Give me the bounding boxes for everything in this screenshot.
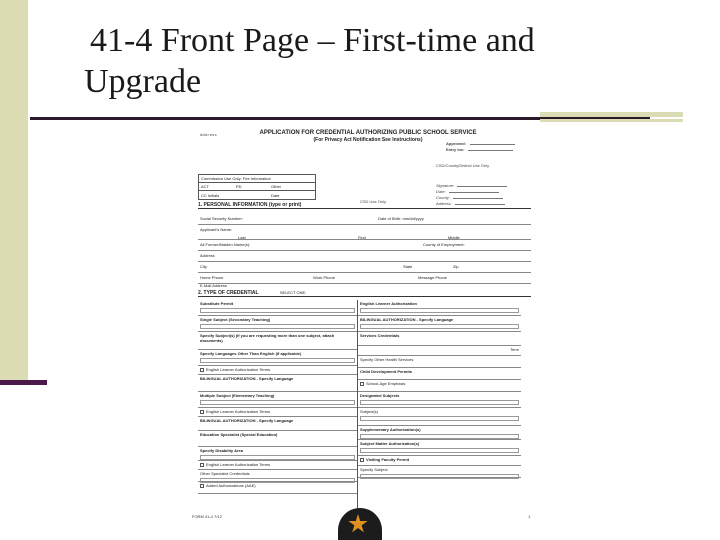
- left-item: [198, 300, 357, 316]
- right-item-label: School-Age Emphasis: [366, 381, 406, 386]
- ssn-label: Social Security Number:: [200, 216, 243, 221]
- form-mail-address: Address: [200, 134, 217, 138]
- name-row: [198, 226, 531, 240]
- state-label: State: [403, 264, 413, 269]
- right-item: [358, 332, 521, 346]
- section2-title: 2. TYPE OF CREDENTIAL: [198, 290, 259, 296]
- entry-label: Entry Inc:: [446, 147, 465, 152]
- left-item-field: [200, 324, 355, 329]
- left-item: [198, 332, 357, 350]
- left-accent-rule: [0, 380, 47, 385]
- credential-right-column: [358, 300, 521, 522]
- commission-use-box: [198, 174, 316, 200]
- credential-left-column: [198, 300, 358, 522]
- right-item: [358, 380, 521, 392]
- left-item-field: [200, 455, 355, 460]
- form-footer: FORM 41-4 7/12: [192, 514, 222, 519]
- left-accent-gap: [28, 0, 44, 385]
- left-item-label: English Learner Authorization Terms: [206, 367, 271, 372]
- fee-row: [199, 183, 315, 191]
- right-item-field: [360, 448, 519, 453]
- right-item: [358, 392, 521, 408]
- left-item-label: Added Authorizations (AAE): [206, 483, 256, 488]
- left-item: [198, 392, 357, 408]
- home-phone-label: Home Phone: [200, 275, 224, 280]
- right-item-label: English Learner Authorization: [360, 301, 417, 306]
- left-accent-bar: [0, 0, 28, 385]
- name-col-middle: Middle: [448, 235, 460, 240]
- right-item: [358, 368, 521, 380]
- right-item: [358, 300, 521, 316]
- former-names-row: [198, 241, 531, 251]
- left-item-label: Specify Subject(s) (If you are requesting more than one subject, attach documents): [200, 333, 335, 343]
- section-personal-information: 1. PERSONAL INFORMATION (type or print): [198, 202, 531, 209]
- county-field-address: Address:: [436, 201, 452, 206]
- section-type-of-credential: [198, 290, 531, 297]
- left-item-label: Multiple Subject (Elementary Teaching): [200, 393, 275, 398]
- right-item-field: [360, 400, 519, 405]
- right-item-field: [360, 434, 519, 439]
- right-item: [358, 456, 521, 466]
- right-item-field: [360, 324, 519, 329]
- right-item-label: Visiting Faculty Permit: [366, 457, 410, 462]
- fee-other: Other: [271, 184, 282, 189]
- right-item-field: [360, 416, 519, 421]
- title-accent-rule-bottom: [540, 119, 683, 122]
- left-item-label: Education Specialist (Special Education): [200, 432, 278, 437]
- section2-note: SELECT ONE:: [279, 290, 307, 295]
- county-field-date: Date:: [436, 189, 446, 194]
- left-item-label: English Learner Authorization Terms: [206, 409, 271, 414]
- slide-title-line1: 41-4 Front Page – First-time and: [90, 22, 535, 59]
- dob-label: Date of Birth: mm/dd/yyyy: [378, 216, 424, 221]
- address-label: Address: [200, 253, 215, 258]
- left-item-label: Specify Disability Area: [200, 448, 243, 453]
- left-item-label: Specify Languages Other Than English (If applicable): [200, 351, 302, 356]
- county-employment-label: County of Employment:: [423, 242, 465, 247]
- star-icon: [348, 514, 368, 534]
- left-item: [198, 482, 357, 494]
- left-item: [198, 408, 357, 417]
- right-item-label: BILINGUAL AUTHORIZATION - Specify Language: [360, 317, 454, 322]
- left-item-field: [200, 400, 355, 405]
- left-item-label: BILINGUAL AUTHORIZATION - Specify Language: [200, 418, 294, 423]
- checkbox: [360, 382, 364, 386]
- zip-label: Zip: [453, 264, 459, 269]
- left-item: [198, 447, 357, 461]
- checkbox: [200, 484, 204, 488]
- form-page-marker: 1: [528, 514, 531, 519]
- fee-pd: PD: [236, 184, 242, 189]
- left-item-label: English Learner Authorization Terms: [206, 462, 271, 467]
- commission-use-title: Commission Use Only: Fee Information: [199, 175, 315, 183]
- credential-form-image: [188, 128, 533, 524]
- left-item: [198, 350, 357, 366]
- approved-label: Approved:: [446, 141, 466, 146]
- message-phone-label: Message Phone: [418, 275, 447, 280]
- right-item-label: Designated Subjects: [360, 393, 400, 398]
- county-field-county: County:: [436, 195, 450, 200]
- left-item-label: Single Subject (Secondary Teaching): [200, 317, 271, 322]
- email-label: E-Mail Address: [200, 283, 227, 288]
- right-item-label: Specify Other Health Services: [360, 357, 414, 362]
- form-heading-text: APPLICATION FOR CREDENTIAL AUTHORIZING PUBLIC SCHOOL SERVICE: [259, 130, 477, 136]
- right-item-label: Specify Subject: [360, 467, 388, 472]
- title-accent-rule-top: [540, 112, 683, 117]
- right-item-label: Child Development Permits: [360, 369, 413, 374]
- former-names-label: All Former/Maiden Name(s):: [200, 242, 251, 247]
- work-phone-label: Work Phone: [313, 275, 335, 280]
- cc-initials: CC Initials: [201, 192, 220, 198]
- city-label: City: [200, 264, 207, 269]
- left-item-label: BILINGUAL AUTHORIZATION - Specify Language: [200, 376, 294, 381]
- right-item: [358, 466, 521, 478]
- right-item: [358, 440, 521, 456]
- slide-title-line2: Upgrade: [84, 63, 202, 100]
- checkbox: [200, 463, 204, 467]
- left-item: [198, 461, 357, 470]
- fee-act: ACT: [201, 184, 209, 189]
- right-item-label: Supplementary Authorization(s): [360, 427, 421, 432]
- csd-use-label: CSD Use Only: [360, 199, 387, 204]
- left-item-field: [200, 308, 355, 313]
- right-item-field: [360, 474, 519, 479]
- cc-date: Date: [271, 192, 280, 198]
- left-item: [198, 375, 357, 392]
- initials-row: [199, 191, 315, 199]
- left-item: [198, 470, 357, 482]
- name-col-first: First: [358, 235, 366, 240]
- checkbox: [200, 368, 204, 372]
- right-item: [358, 356, 521, 368]
- ssn-row: [198, 215, 531, 225]
- right-item-label: Services Credentials: [360, 333, 400, 338]
- left-item: [198, 316, 357, 332]
- checkbox: [360, 458, 364, 462]
- right-item: [358, 426, 521, 440]
- right-item-field: [360, 308, 519, 313]
- left-item: [198, 431, 357, 447]
- approval-fields: [446, 141, 515, 153]
- address-row: [198, 252, 531, 262]
- right-item: [358, 408, 521, 426]
- checkbox: [200, 410, 204, 414]
- left-item-label: Substitute Permit: [200, 301, 234, 306]
- city-row: [198, 263, 531, 273]
- name-col-last: Last: [238, 235, 246, 240]
- county-use-label: CSD/County/District Use Only: [436, 163, 490, 168]
- left-item: [198, 366, 357, 375]
- right-item-label: Subject Matter Authorization(s): [360, 441, 420, 446]
- applicant-name-label: Applicant's Name:: [200, 227, 233, 232]
- right-item: [358, 316, 521, 332]
- left-item-label: Other Specialist Credentials: [200, 471, 250, 476]
- right-item: [358, 346, 521, 356]
- form-subheading: (For Privacy Act Notification See Instructions): [313, 137, 423, 143]
- left-item: [198, 417, 357, 431]
- right-item-label: Subject(s): [360, 409, 379, 414]
- right-item-label: Term: [510, 347, 519, 352]
- left-item-field: [200, 358, 355, 363]
- county-field-signature: Signature:: [436, 183, 455, 188]
